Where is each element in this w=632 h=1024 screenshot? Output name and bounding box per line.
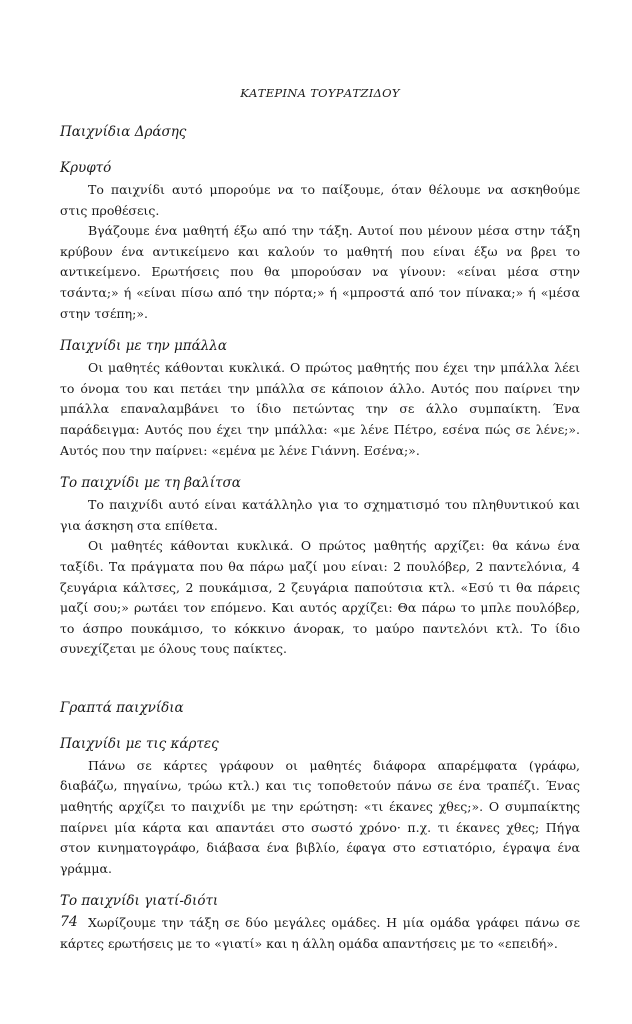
game-title-krypto: Κρυφτό — [60, 160, 112, 176]
paragraph: Οι μαθητές κάθονται κυκλικά. Ο πρώτος μαθητής αρχίζει: θα κάνω ένα ταξίδι. Τα πράγματα που θα πάρω μαζί μου είναι: 2 πουλόβερ, 2 παντελόνια, 4 ζευγάρια κάλτσες, 2 πουκάμισα, 2 ζευγάρια παπούτσια κτλ. «Εσύ τι θα πάρεις μαζί σου;» ρωτάει τον επόμενο. Και αυτός αρχίζει: Θα πάρω το μπλε πουλόβερ, το άσπρο πουκάμισο, το κόκκινο άνορακ, το μαύρο παντελόνι κτλ. Το ίδιο συνεχίζεται με όλους τους παίκτες. — [60, 538, 580, 657]
game-title-why-because: Το παιχνίδι γιατί-διότι — [60, 893, 219, 910]
paragraph: Το παιχνίδι αυτό είναι κατάλληλο για το σχηματισμό του πληθυντικού και για άσκηση στα επίθετα. — [60, 497, 580, 533]
running-header: ΚΑΤΕΡΙΝΑ ΤΟΥΡΑΤΖΙΔΟΥ — [240, 86, 400, 100]
paragraph: Οι μαθητές κάθονται κυκλικά. Ο πρώτος μαθητής που έχει την μπάλλα λέει το όνομα του και πετάει την μπάλλα σε κάποιον άλλο. Αυτός που παίρνει την μπάλλα επαναλαμβάνει το ίδιο πετώντας την σε άλλο συμπαίκτη. Ένα παράδειγμα: Αυτός που έχει την μπάλλα: «με λένε Πέτρο, εσένα πώς σε λένε;». Αυτός που την παίρνει: «εμένα με λένε Γιάννη. Εσένα;». — [60, 360, 580, 458]
game-title-cards: Παιχνίδι με τις κάρτες — [60, 735, 219, 752]
paragraph: Πάνω σε κάρτες γράφουν οι μαθητές διάφορα απαρέμφατα (γράφω, διαβάζω, πηγαίνω, τρώω κτλ.) και τις τοποθετούν πάνω σε ένα τραπέζι. Ένας μαθητής αρχίζει το παιχνίδι με την ερώτηση: «τι έκανες χθες;». Ο συμπαίκτης παίρνει μία κάρτα και απαντάει στο σωστό χρόνο· π.χ. τι έκανες χθες; Πήγα στον κινηματογράφο, διάβασα ένα βιβλίο, έφαγα στο εστιατόριο, έγραψα ένα γράμμα. — [60, 757, 580, 876]
game-krypto — [60, 160, 580, 324]
paragraph: Βγάζουμε ένα μαθητή έξω από την τάξη. Αυτοί που μένουν μέσα στην τάξη κρύβουν ένα αντικείμενο και καλούν το μαθητή που είναι έξω να βρει το αντικείμενο. Ερωτήσεις που θα μπορούσαν να γίνουν: «είναι μέσα στην τσάντα;» ή «είναι πίσω από την πόρτα;» ή «μπροστά από τον πίνακα;» ή «μέσα στην τσέπη;». — [60, 223, 580, 321]
page-number: 74 — [60, 914, 78, 930]
game-title-suitcase: Το παιχνίδι με τη βαλίτσα — [60, 475, 241, 492]
section-title-written-games: Γραπτά παιχνίδια — [60, 699, 184, 716]
paragraph: Το παιχνίδι αυτό μπορούμε να το παίξουμε, όταν θέλουμε να ασκηθούμε στις προθέσεις. — [60, 182, 580, 218]
game-title-ball: Παιχνίδι με την μπάλλα — [60, 338, 227, 355]
section-title-action-games: Παιχνίδια Δράσης — [60, 124, 187, 140]
game-cards — [60, 736, 580, 880]
game-why-because — [60, 893, 580, 954]
game-suitcase — [60, 475, 580, 660]
game-ball — [60, 338, 580, 461]
paragraph: Χωρίζουμε την τάξη σε δύο μεγάλες ομάδες. Η μία ομάδα γράφει πάνω σε κάρτες ερωτήσεις με το «γιατί» και η άλλη ομάδα απαντήσεις με το «επειδή». — [60, 915, 580, 952]
